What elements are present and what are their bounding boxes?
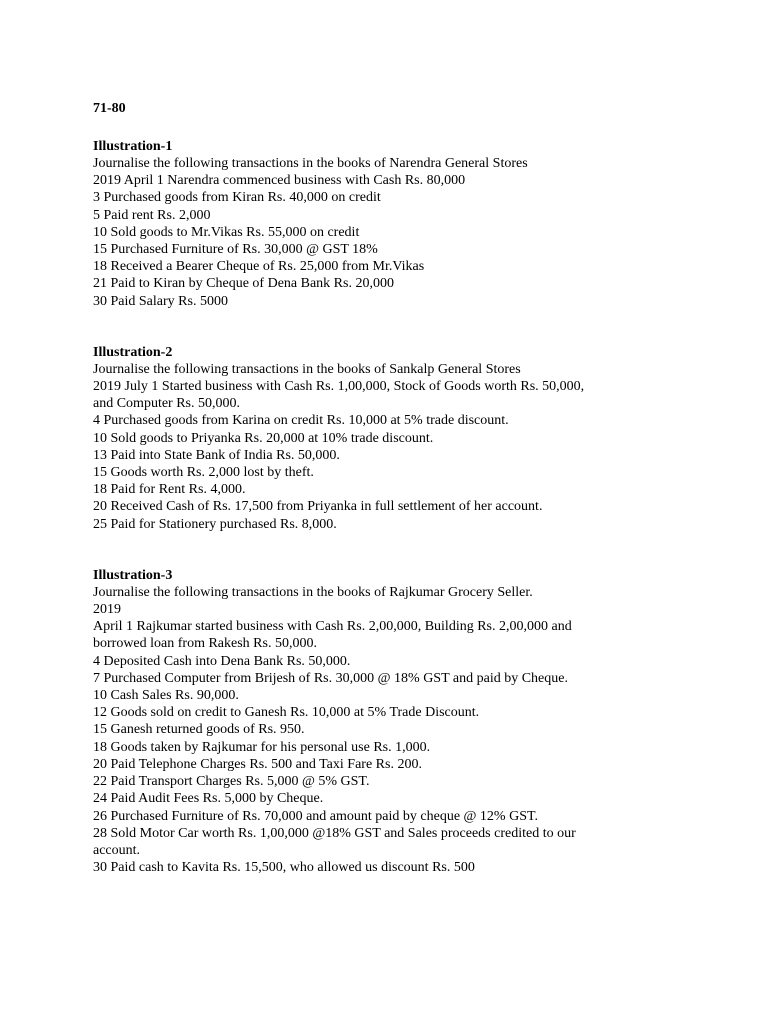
illustration-line: 10 Sold goods to Mr.Vikas Rs. 55,000 on credit bbox=[93, 224, 360, 240]
illustration-line: 2019 July 1 Started business with Cash Rs. 1,00,000, Stock of Goods worth Rs. 50,000, bbox=[93, 379, 585, 395]
range-title: 71-80 bbox=[93, 101, 126, 116]
document-page bbox=[93, 100, 653, 876]
illustration-line: 18 Received a Bearer Cheque of Rs. 25,000 from Mr.Vikas bbox=[93, 259, 425, 275]
illustration-line: 15 Goods worth Rs. 2,000 lost by theft. bbox=[93, 465, 314, 481]
illustration-line: 15 Purchased Furniture of Rs. 30,000 @ GST 18% bbox=[93, 242, 378, 258]
illustration-line: 5 Paid rent Rs. 2,000 bbox=[93, 207, 211, 223]
illustration-3 bbox=[93, 567, 653, 876]
illustration-line: 28 Sold Motor Car worth Rs. 1,00,000 @18% GST and Sales proceeds credited to our bbox=[93, 825, 576, 841]
illustration-line: 21 Paid to Kiran by Cheque of Dena Bank Rs. 20,000 bbox=[93, 276, 394, 292]
illustration-line: 13 Paid into State Bank of India Rs. 50,000. bbox=[93, 447, 340, 463]
illustration-line: 10 Cash Sales Rs. 90,000. bbox=[93, 688, 239, 704]
illustration-2 bbox=[93, 344, 653, 533]
illustration-line: 25 Paid for Stationery purchased Rs. 8,000. bbox=[93, 516, 337, 532]
illustration-line: April 1 Rajkumar started business with Cash Rs. 2,00,000, Building Rs. 2,00,000 and bbox=[93, 619, 572, 635]
illustration-line: 10 Sold goods to Priyanka Rs. 20,000 at 10% trade discount. bbox=[93, 430, 434, 446]
illustration-line: 12 Goods sold on credit to Ganesh Rs. 10,000 at 5% Trade Discount. bbox=[93, 705, 480, 721]
illustration-line: 20 Paid Telephone Charges Rs. 500 and Taxi Fare Rs. 200. bbox=[93, 756, 422, 772]
illustration-line: 24 Paid Audit Fees Rs. 5,000 by Cheque. bbox=[93, 791, 324, 807]
illustration-line: 4 Purchased goods from Karina on credit Rs. 10,000 at 5% trade discount. bbox=[93, 413, 509, 429]
illustration-line: 4 Deposited Cash into Dena Bank Rs. 50,000. bbox=[93, 653, 351, 669]
illustration-line: 3 Purchased goods from Kiran Rs. 40,000 on credit bbox=[93, 190, 381, 206]
illustration-line: 18 Goods taken by Rajkumar for his personal use Rs. 1,000. bbox=[93, 739, 431, 755]
illustration-line: 30 Paid cash to Kavita Rs. 15,500, who allowed us discount Rs. 500 bbox=[93, 860, 475, 876]
illustration-line: Journalise the following transactions in the books of Rajkumar Grocery Seller. bbox=[93, 584, 533, 600]
illustration-line: 20 Received Cash of Rs. 17,500 from Priyanka in full settlement of her account. bbox=[93, 499, 543, 515]
illustration-1 bbox=[93, 138, 653, 310]
illustration-line: 2019 April 1 Narendra commenced business with Cash Rs. 80,000 bbox=[93, 173, 466, 189]
illustration-heading: Illustration-1 bbox=[93, 139, 173, 154]
illustration-line: 22 Paid Transport Charges Rs. 5,000 @ 5% GST. bbox=[93, 774, 370, 790]
illustration-line: 7 Purchased Computer from Brijesh of Rs. 30,000 @ 18% GST and paid by Cheque. bbox=[93, 670, 568, 686]
illustration-line: 18 Paid for Rent Rs. 4,000. bbox=[93, 482, 246, 498]
illustration-line: Journalise the following transactions in the books of Sankalp General Stores bbox=[93, 361, 521, 377]
illustration-heading: Illustration-3 bbox=[93, 567, 173, 583]
illustration-line: 30 Paid Salary Rs. 5000 bbox=[93, 293, 228, 309]
illustration-line: 2019 bbox=[93, 602, 121, 618]
illustration-line: borrowed loan from Rakesh Rs. 50,000. bbox=[93, 636, 317, 652]
illustration-heading: Illustration-2 bbox=[93, 344, 173, 360]
illustration-line: 15 Ganesh returned goods of Rs. 950. bbox=[93, 722, 305, 738]
illustration-line: account. bbox=[93, 842, 141, 858]
illustration-line: 26 Purchased Furniture of Rs. 70,000 and amount paid by cheque @ 12% GST. bbox=[93, 808, 539, 824]
illustration-line: Journalise the following transactions in the books of Narendra General Stores bbox=[93, 156, 528, 171]
illustration-line: and Computer Rs. 50,000. bbox=[93, 396, 240, 412]
